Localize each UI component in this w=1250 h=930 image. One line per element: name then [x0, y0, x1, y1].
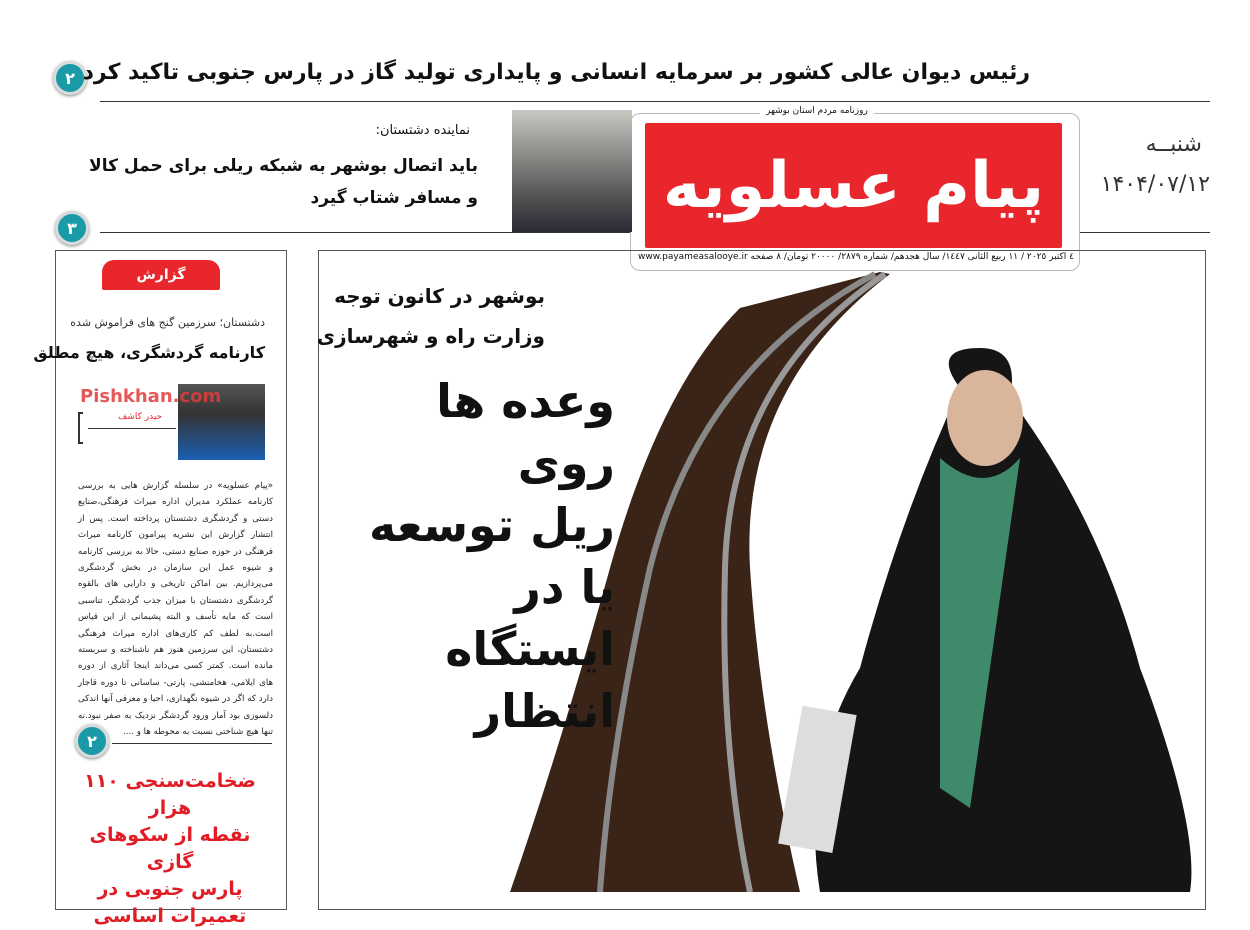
- headline-line: ریل توسعه: [368, 498, 615, 552]
- watermark: Pishkhan.com: [80, 386, 222, 407]
- headline-line: و مسافر شتاب گیرد: [310, 188, 478, 208]
- gas-platform-headline[interactable]: [70, 768, 270, 930]
- headline-line: نقطه از سکوهای گازی: [89, 824, 251, 873]
- weekday: شنبــه: [1145, 132, 1202, 157]
- divider: [112, 743, 272, 744]
- bracket-decoration: [78, 412, 83, 444]
- report-kicker: دشتستان؛ سرزمین گنج های فراموش شده: [70, 316, 265, 329]
- top-headline[interactable]: رئیس دیوان عالی کشور بر سرمایه انسانی و پایداری تولید گاز در پارس جنوبی تاکید کرد: [82, 60, 1030, 85]
- page-badge[interactable]: ۳: [55, 211, 89, 245]
- section-tab: گزارش: [102, 260, 220, 290]
- divider: [1080, 232, 1210, 233]
- report-headline[interactable]: کارنامه گردشگری، هیچ مطلق: [33, 343, 265, 362]
- divider: [100, 101, 1210, 102]
- page-badge[interactable]: ۲: [75, 724, 109, 758]
- main-headline[interactable]: [345, 370, 615, 742]
- headline-line: وعده ها روی: [436, 374, 615, 490]
- headline-line: انتظار: [474, 684, 615, 738]
- representative-photo: [512, 110, 632, 232]
- headline-line: تعمیرات اساسی: [93, 905, 247, 927]
- masthead-tagline: روزنامه مردم استان بوشهر: [760, 106, 874, 116]
- newspaper-logo: پیام عسلویه: [645, 123, 1062, 248]
- secondary-kicker: نماینده دشتستان:: [375, 123, 470, 138]
- headline-line: ایستگاه: [445, 622, 615, 676]
- secondary-headline[interactable]: [89, 150, 478, 214]
- headline-line: پارس جنوبی در: [97, 878, 243, 900]
- issue-line: ٤ اکتبر ٢٠٢٥ / ١١ ربیع الثانی ١٤٤٧/ سال هجدهم/ شماره ٢٨٧٩/ ٢٠٠٠٠ تومان/ ٨ صفحه: [750, 252, 1074, 262]
- headline-line: باید اتصال بوشهر به شبکه ریلی برای حمل کالا: [89, 156, 478, 176]
- kicker-line: وزارت راه و شهرسازی: [316, 324, 545, 348]
- report-body: «پیام عسلویه» در سلسله گزارش هایی به بررسی کارنامه عملکرد مدیران اداره میراث فرهنگی،صنایع دستی و گردشگری دشتستان پرداخته است. پس از انتشار گزارش این نشریه پیرامون کارنامه میراث فرهنگی در حوزه صنایع دستی، حالا به بررسی کارنامه و شیوه عمل این سازمان در بخش گردشگری می‌پردازیم. بین اماکن تاریخی و دارایی های بالقوه گردشگری دشتستان با میزان جذب گردشگر، تناسبی است که مایه تأسف و البته پشیمانی از این قیاس است.به لطف کم کاری‌های اداره میراث فرهنگی دشتستان، این سرزمین هنوز هم ناشناخته و سربسته مانده است. کمتر کسی می‌داند اینجا آثاری از دوره های ایلامی، هخامنشی، پارتی- ساسانی تا دوره قاجار دارد که اگر در شیوه نگهداری، احیا و معرفی آنها اندکی دلسوزی بود آمار ورود گردشگر نزدیک به صفر نبود.نه تنها هیچ شناختی نسبت به محوطه ها و ....: [78, 481, 273, 738]
- page-badge[interactable]: ۲: [53, 61, 87, 95]
- website-link[interactable]: www.payameasalooye.ir: [638, 252, 748, 262]
- face: [947, 370, 1023, 466]
- date: ۱۴۰۴/۰۷/۱۲: [1100, 172, 1210, 197]
- divider: [88, 428, 176, 429]
- headline-line: ضخامت‌سنجی ۱۱۰ هزار: [84, 770, 256, 819]
- main-kicker: [317, 276, 545, 356]
- headline-line: یا در: [514, 560, 615, 614]
- author-name: حیدر کاشف: [118, 412, 163, 422]
- kicker-line: بوشهر در کانون توجه: [334, 284, 545, 308]
- divider: [100, 232, 630, 233]
